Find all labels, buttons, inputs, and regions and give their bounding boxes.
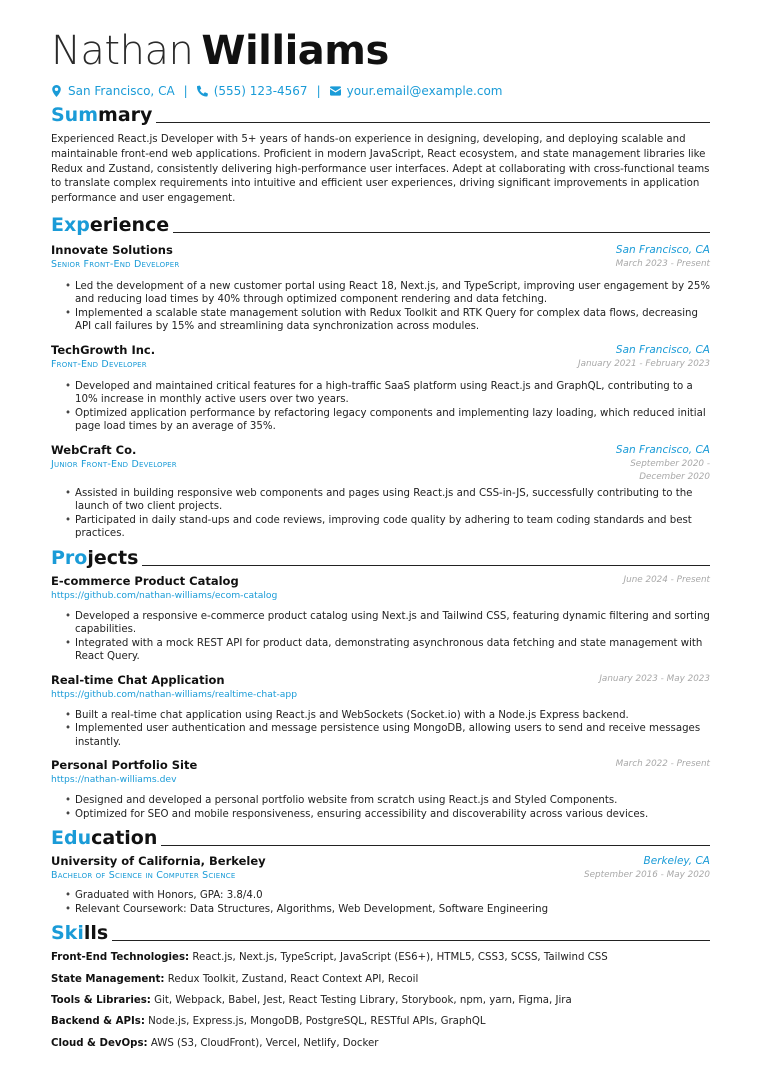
first-name: Nathan xyxy=(51,28,194,74)
contact-bar xyxy=(51,84,710,98)
degree: Bachelor of Science in Computer Science xyxy=(51,870,236,882)
envelope-icon xyxy=(330,85,341,97)
job-dates: March 2023 - Present xyxy=(615,258,710,269)
project-name: Personal Portfolio Site xyxy=(51,758,198,773)
education-bullets xyxy=(65,889,710,916)
email-text: your.email@example.com xyxy=(346,84,503,98)
skill-label: Tools & Libraries: xyxy=(51,995,151,1007)
experience-entry xyxy=(51,243,710,334)
skill-row xyxy=(51,1011,710,1032)
list-item: • Designed and developed a personal portfolio website from scratch using React.js and Styled Components. xyxy=(65,794,710,808)
section-divider xyxy=(156,122,710,123)
education-heading xyxy=(51,827,710,849)
skill-label: State Management: xyxy=(51,973,165,985)
list-item: • Built a real-time chat application using React.js and WebSockets (Socket.io) with a Node.js Express backend. xyxy=(65,709,710,723)
skill-label: Cloud & DevOps: xyxy=(51,1037,148,1049)
phone-text: (555) 123-4567 xyxy=(213,84,308,98)
phone-icon xyxy=(197,85,208,97)
contact-separator: | xyxy=(316,84,321,98)
section-title: Skills xyxy=(51,922,109,945)
company-name: WebCraft Co. xyxy=(51,442,137,457)
list-item: • Assisted in building responsive web components and pages using React.js and CSS-in-JS, successfully contributing to the launch of two client projects. xyxy=(65,487,710,514)
section-divider xyxy=(112,940,710,941)
project-bullets xyxy=(65,794,710,821)
section-title: Summary xyxy=(51,104,153,126)
resume-page xyxy=(51,28,710,1054)
project-entry xyxy=(51,574,710,664)
projects-heading xyxy=(51,547,710,569)
section-title: Experience xyxy=(51,213,170,236)
section-title: Projects xyxy=(51,546,139,569)
project-name: E-commerce Product Catalog xyxy=(51,573,239,588)
last-name: Williams xyxy=(201,28,389,74)
summary-text: Experienced React.js Developer with 5+ years of hands-on experience in designing, developing, and deploying scalable and maintainable front-end web applications. Proficient in modern JavaScript, React ecosystem, and state management libraries like Redux and Zustand, consistently delivering high-performance user interfaces. Adept at collaborating with cross-functional teams to translate complex requirements into intuitive and efficient user experiences, driving significant improvements in application performance and user engagement. xyxy=(51,134,710,205)
skill-value: Redux Toolkit, Zustand, React Context API, Recoil xyxy=(167,973,419,985)
job-bullets xyxy=(65,380,710,434)
project-link[interactable]: https://github.com/nathan-williams/realtime-chat-app xyxy=(51,688,298,700)
job-dates: September 2020 - December 2020 xyxy=(630,458,710,482)
job-role: Front-End Developer xyxy=(51,358,147,370)
company-name: TechGrowth Inc. xyxy=(51,342,156,357)
skill-label: Backend & APIs: xyxy=(51,1016,145,1028)
school-location: Berkeley, CA xyxy=(643,855,710,868)
company-name: Innovate Solutions xyxy=(51,242,173,257)
project-link[interactable]: https://nathan-williams.dev xyxy=(51,774,177,786)
skill-value: React.js, Next.js, TypeScript, JavaScript (ES6+), HTML5, CSS3, SCSS, Tailwind CSS xyxy=(192,952,608,964)
list-item: • Implemented a scalable state management solution with Redux Toolkit and RTK Query for complex data flows, decreasing API call failures by 15% and streamlining data synchronization across modules. xyxy=(65,307,710,334)
section-title: Education xyxy=(51,827,158,850)
skill-value: AWS (S3, CloudFront), Vercel, Netlify, Docker xyxy=(150,1037,379,1049)
contact-separator: | xyxy=(183,84,188,98)
skill-row xyxy=(51,947,710,968)
section-divider xyxy=(161,845,710,846)
experience-entry xyxy=(51,443,710,541)
job-location: San Francisco, CA xyxy=(615,343,710,356)
project-entry xyxy=(51,673,710,750)
skill-row xyxy=(51,1033,710,1054)
contact-location xyxy=(51,84,175,98)
project-bullets xyxy=(65,709,710,750)
location-text: San Francisco, CA xyxy=(68,84,175,98)
list-item: • Developed and maintained critical features for a high-traffic SaaS platform using React.js and GraphQL, contributing to a 10% increase in monthly active users over two years. xyxy=(65,380,710,407)
skill-value: Git, Webpack, Babel, Jest, React Testing Library, Storybook, npm, yarn, Figma, Jira xyxy=(154,995,572,1007)
job-location: San Francisco, CA xyxy=(615,243,710,256)
candidate-name xyxy=(51,28,710,74)
project-name: Real-time Chat Application xyxy=(51,672,225,687)
section-divider xyxy=(173,232,710,233)
list-item: • Led the development of a new customer portal using React 18, Next.js, and TypeScript, improving user engagement by 25% and reducing load times by 40% through optimized component rendering and data fetching. xyxy=(65,280,710,307)
section-divider xyxy=(142,565,710,566)
project-entry xyxy=(51,758,710,821)
project-bullets xyxy=(65,610,710,664)
project-link[interactable]: https://github.com/nathan-williams/ecom-catalog xyxy=(51,589,278,601)
list-item: • Implemented user authentication and message persistence using MongoDB, allowing users to send and receive messages instantly. xyxy=(65,722,710,749)
skill-row xyxy=(51,969,710,990)
job-role: Senior Front-End Developer xyxy=(51,258,180,270)
list-item: • Integrated with a mock REST API for product data, demonstrating asynchronous data fetching and state management with React Query. xyxy=(65,637,710,664)
summary-heading xyxy=(51,104,710,126)
skill-label: Front-End Technologies: xyxy=(51,952,190,964)
list-item: • Optimized for SEO and mobile responsiveness, ensuring accessibility and discoverability across various devices. xyxy=(65,808,710,822)
job-role: Junior Front-End Developer xyxy=(51,458,177,470)
list-item: • Graduated with Honors, GPA: 3.8/4.0 xyxy=(65,889,710,903)
job-dates: January 2021 - February 2023 xyxy=(578,358,710,369)
skills-list xyxy=(51,947,710,1053)
skill-value: Node.js, Express.js, MongoDB, PostgreSQL, RESTful APIs, GraphQL xyxy=(148,1016,486,1028)
job-bullets xyxy=(65,280,710,334)
skills-heading xyxy=(51,922,710,944)
skill-row xyxy=(51,990,710,1011)
contact-email[interactable] xyxy=(330,84,503,98)
project-dates: June 2024 - Present xyxy=(623,574,710,585)
list-item: • Optimized application performance by refactoring legacy components and implementing lazy loading, which reduced initial page load times by an average of 35%. xyxy=(65,407,710,434)
education-dates: September 2016 - May 2020 xyxy=(584,870,710,881)
map-pin-icon xyxy=(51,85,62,97)
experience-entry xyxy=(51,343,710,434)
job-bullets xyxy=(65,487,710,541)
contact-phone[interactable] xyxy=(197,84,308,98)
list-item: • Participated in daily stand-ups and code reviews, improving code quality by adhering to team coding standards and best practices. xyxy=(65,514,710,541)
project-dates: January 2023 - May 2023 xyxy=(599,673,710,684)
experience-heading xyxy=(51,214,710,236)
list-item: • Relevant Coursework: Data Structures, Algorithms, Web Development, Software Engineering xyxy=(65,903,710,917)
school-name: University of California, Berkeley xyxy=(51,854,266,869)
education-entry xyxy=(51,854,710,916)
job-location: San Francisco, CA xyxy=(615,443,710,456)
list-item: • Developed a responsive e-commerce product catalog using Next.js and Tailwind CSS, featuring dynamic filtering and sorting capabilities. xyxy=(65,610,710,637)
project-dates: March 2022 - Present xyxy=(615,759,710,770)
